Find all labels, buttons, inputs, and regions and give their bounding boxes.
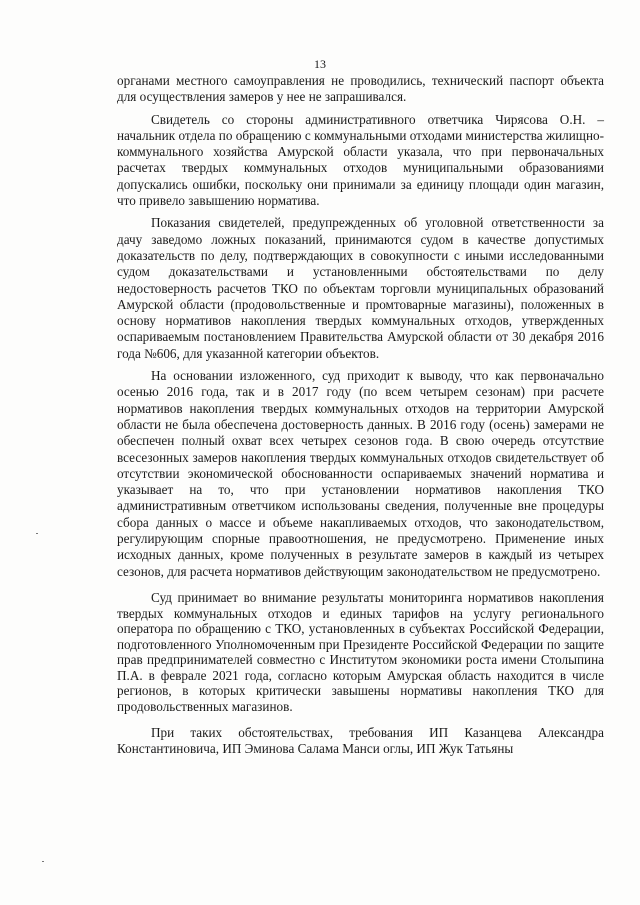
paragraph: Показания свидетелей, предупрежденных об уголовной ответственности за дачу заведомо ложных показаний, принимаются судом в качестве допустимых доказательств по делу, подтверждающих в совокупности с иными исследованными судом доказательствами и установленными обстоятельствами по делу недостоверность расчетов ТКО по объектам торговли муниципальных образований Амурской области (продовольственные и промтоварные магазины), положенных в основу нормативов накопления твердых коммунальных отходов, утвержденных оспариваемым постановлением Правительства Амурской области от 30 декабря 2016 года №606, для указанной категории объектов.	[117, 215, 604, 361]
scan-speck	[36, 533, 38, 534]
paragraph: На основании изложенного, суд приходит к выводу, что как первоначально осенью 2016 года, так и в 2017 году (по всем четырем сезонам) при расчете нормативов накопления твердых коммунальных отходов на территории Амурской области не была обеспечена достоверность данных. В 2016 году (осень) замерами не обеспечен полный охват всех четырех сезонов года. В свою очередь отсутствие всесезонных замеров накопления твердых коммунальных отходов свидетельствует об отсутствии экономической обоснованности оспариваемых значений норматива и указывает на то, что при установлении нормативов накопления ТКО административным ответчиком использованы сведения, полученные вне процедуры сбора данных о массе и объеме накапливаемых отходов, что законодательством, регулирующим спорные правоотношения, не предусмотрено. Применение иных исходных данных, кроме полученных в результате замеров в каждый из четырех сезонов, для расчета нормативов действующим законодательством не предусмотрено.	[117, 368, 604, 579]
scan-speck	[42, 861, 44, 862]
page-number: 13	[314, 57, 326, 71]
paragraph: При таких обстоятельствах, требования ИП Казанцева Александра Константиновича, ИП Эминова Салама Манси оглы, ИП Жук Татьяны	[117, 724, 604, 756]
paragraph: органами местного самоуправления не проводились, технический паспорт объекта для осуществления замеров у нее не запрашивался.	[117, 73, 604, 105]
document-body	[117, 73, 604, 763]
paragraph: Суд принимает во внимание результаты мониторинга нормативов накопления твердых коммунальных отходов и единых тарифов на услугу регионального оператора по обращению с ТКО, установленных в субъектах Российской Федерации, подготовленного Уполномоченным при Президенте Российской Федерации по защите прав предпринимателей совместно с Институтом экономики роста имени Столыпина П.А. в феврале 2021 года, согласно которым Амурская область находится в числе регионов, в которых критически завышены нормативы накопления ТКО для продовольственных магазинов.	[117, 589, 604, 715]
paragraph: Свидетель со стороны административного ответчика Чирясова О.Н. – начальник отдела по обращению с коммунальными отходами министерства жилищно-коммунального хозяйства Амурской области указала, что при первоначальных расчетах твердых коммунальных отходов муниципальными образованиями допускались ошибки, поскольку они принимали за единицу площади один магазин, что привело завышению норматива.	[117, 111, 604, 209]
